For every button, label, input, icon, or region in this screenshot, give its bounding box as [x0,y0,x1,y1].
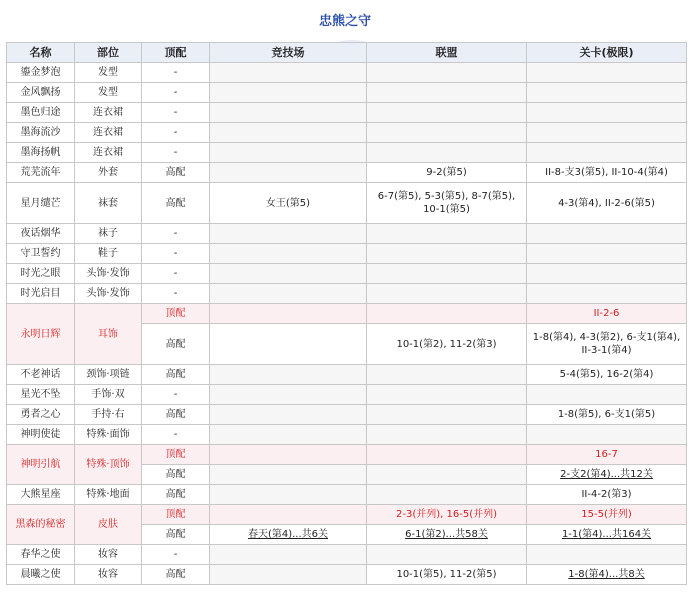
item-stage-link[interactable]: 1-8(第4)...共8关 [527,565,687,585]
item-stage-link[interactable]: 1-1(第4)...共164关 [527,525,687,545]
item-league [367,123,527,143]
page-title: 忠熊之守 [318,14,371,29]
item-stage [527,123,687,143]
column-header-stage: 关卡(极限) [527,43,687,63]
item-tier: - [142,224,210,244]
table-header-row [7,43,687,63]
item-part: 特殊·面饰 [75,425,142,445]
item-tier: - [142,425,210,445]
table-row [7,103,687,123]
item-arena [210,163,367,183]
table-row [7,405,687,425]
item-stage: 4-3(第4), II-2-6(第5) [527,183,687,224]
item-arena-top [210,304,367,324]
item-arena [210,63,367,83]
item-part: 颈饰·项链 [75,365,142,385]
item-name: 守卫誓约 [7,244,75,264]
table-row [7,83,687,103]
item-arena-link[interactable]: 春天(第4)...共6关 [210,525,367,545]
item-stage: II-4-2(第3) [527,485,687,505]
item-name: 夜话烟华 [7,224,75,244]
item-name: 时光启目 [7,284,75,304]
item-tier: 高配 [142,183,210,224]
table-row [7,143,687,163]
item-arena [210,365,367,385]
item-stage: 5-4(第5), 16-2(第4) [527,365,687,385]
item-tier: 高配 [142,525,210,545]
item-league-link[interactable]: 6-1(第2)...共58关 [367,525,527,545]
item-tier: - [142,143,210,163]
item-name: 神明引航 [7,445,75,485]
column-header-name: 名称 [7,43,75,63]
item-stage [527,425,687,445]
item-tier: - [142,385,210,405]
item-arena-top [210,505,367,525]
table-row [7,365,687,385]
item-tier: - [142,264,210,284]
item-part: 特殊·顶饰 [75,445,142,485]
item-arena [210,425,367,445]
item-name: 鎏金梦泡 [7,63,75,83]
item-name: 大熊星座 [7,485,75,505]
item-arena [210,143,367,163]
item-league [367,63,527,83]
item-league [367,425,527,445]
table-row [7,505,687,525]
item-tier: 高配 [142,324,210,365]
item-tier-top: 顶配 [142,505,210,525]
item-tier: - [142,244,210,264]
item-tier: 高配 [142,465,210,485]
item-arena [210,465,367,485]
item-tier-top: 顶配 [142,304,210,324]
item-stage [527,244,687,264]
item-arena [210,324,367,365]
column-header-league: 联盟 [367,43,527,63]
item-arena [210,405,367,425]
table-row [7,264,687,284]
item-part: 连衣裙 [75,103,142,123]
item-name: 星月缱芒 [7,183,75,224]
item-league-top [367,445,527,465]
table-row [7,304,687,324]
item-league: 9-2(第5) [367,163,527,183]
item-stage [527,83,687,103]
item-arena [210,485,367,505]
item-league [367,103,527,123]
item-part: 耳饰 [75,304,142,365]
item-tier: - [142,63,210,83]
item-name: 墨海扬帆 [7,143,75,163]
table-row [7,565,687,585]
item-arena: 女王(第5) [210,183,367,224]
item-league [367,284,527,304]
item-tier: - [142,545,210,565]
item-stage [527,284,687,304]
item-part: 妆容 [75,565,142,585]
item-part: 皮肤 [75,505,142,545]
item-stage [527,385,687,405]
item-arena [210,284,367,304]
item-name: 永明日辉 [7,304,75,365]
item-part: 头饰·发饰 [75,284,142,304]
table-row [7,224,687,244]
item-arena [210,123,367,143]
item-stage [527,63,687,83]
item-part: 外套 [75,163,142,183]
item-tier: 高配 [142,365,210,385]
item-name: 墨海流沙 [7,123,75,143]
item-part: 头饰·发饰 [75,264,142,284]
table-row [7,123,687,143]
item-arena-top [210,445,367,465]
item-arena [210,565,367,585]
item-stage: II-8-支3(第5), II-10-4(第4) [527,163,687,183]
column-header-part: 部位 [75,43,142,63]
item-stage-top: II-2-6 [527,304,687,324]
item-part: 连衣裙 [75,143,142,163]
item-tier: - [142,123,210,143]
item-league-top [367,304,527,324]
item-part: 发型 [75,83,142,103]
item-stage [527,143,687,163]
item-part: 袜套 [75,183,142,224]
item-arena [210,224,367,244]
table-row [7,244,687,264]
item-stage-top: 16-7 [527,445,687,465]
item-league [367,365,527,385]
item-tier: - [142,284,210,304]
item-stage [527,545,687,565]
column-header-tier: 顶配 [142,43,210,63]
item-league [367,465,527,485]
item-league [367,264,527,284]
item-league-top: 2-3(并列), 16-5(并列) [367,505,527,525]
table-row [7,385,687,405]
item-part: 妆容 [75,545,142,565]
item-name: 墨色归途 [7,103,75,123]
item-stage [527,103,687,123]
table-row [7,485,687,505]
item-league [367,485,527,505]
item-stage-link[interactable]: 2-支2(第4)...共12关 [527,465,687,485]
item-part: 发型 [75,63,142,83]
item-league: 10-1(第2), 11-2(第3) [367,324,527,365]
table-row [7,284,687,304]
outfit-table [6,42,687,585]
item-league [367,224,527,244]
table-row [7,63,687,83]
item-arena [210,545,367,565]
item-league [367,83,527,103]
item-tier: 高配 [142,565,210,585]
item-part: 鞋子 [75,244,142,264]
item-arena [210,385,367,405]
item-part: 袜子 [75,224,142,244]
item-stage [527,224,687,244]
item-stage: 1-8(第5), 6-支1(第5) [527,405,687,425]
table-row [7,183,687,224]
item-tier: - [142,103,210,123]
item-part: 手持·右 [75,405,142,425]
item-name: 春华之使 [7,545,75,565]
item-part: 手饰·双 [75,385,142,405]
item-league [367,545,527,565]
item-tier-top: 顶配 [142,445,210,465]
item-name: 荒芜流年 [7,163,75,183]
item-tier: 高配 [142,485,210,505]
item-name: 星光不坠 [7,385,75,405]
column-header-arena: 竞技场 [210,43,367,63]
item-arena [210,264,367,284]
item-name: 神明使徒 [7,425,75,445]
item-part: 连衣裙 [75,123,142,143]
item-league [367,143,527,163]
item-stage [527,264,687,284]
item-name: 金风飘扬 [7,83,75,103]
table-row [7,545,687,565]
item-tier: 高配 [142,405,210,425]
item-name: 时光之眼 [7,264,75,284]
item-part: 特殊·地面 [75,485,142,505]
item-league [367,244,527,264]
item-league [367,405,527,425]
item-name: 勇者之心 [7,405,75,425]
item-arena [210,103,367,123]
item-stage-top: 15-5(并列) [527,505,687,525]
item-name: 黑森的秘密 [7,505,75,545]
item-name: 晨曦之使 [7,565,75,585]
item-tier: - [142,83,210,103]
table-row [7,445,687,465]
item-league [367,385,527,405]
item-league: 6-7(第5), 5-3(第5), 8-7(第5), 10-1(第5) [367,183,527,224]
table-row [7,425,687,445]
item-arena [210,83,367,103]
table-row [7,163,687,183]
item-league: 10-1(第5), 11-2(第5) [367,565,527,585]
item-stage: 1-8(第4), 4-3(第2), 6-支1(第4), II-3-1(第4) [527,324,687,365]
item-arena [210,244,367,264]
item-name: 不老神话 [7,365,75,385]
item-tier: 高配 [142,163,210,183]
